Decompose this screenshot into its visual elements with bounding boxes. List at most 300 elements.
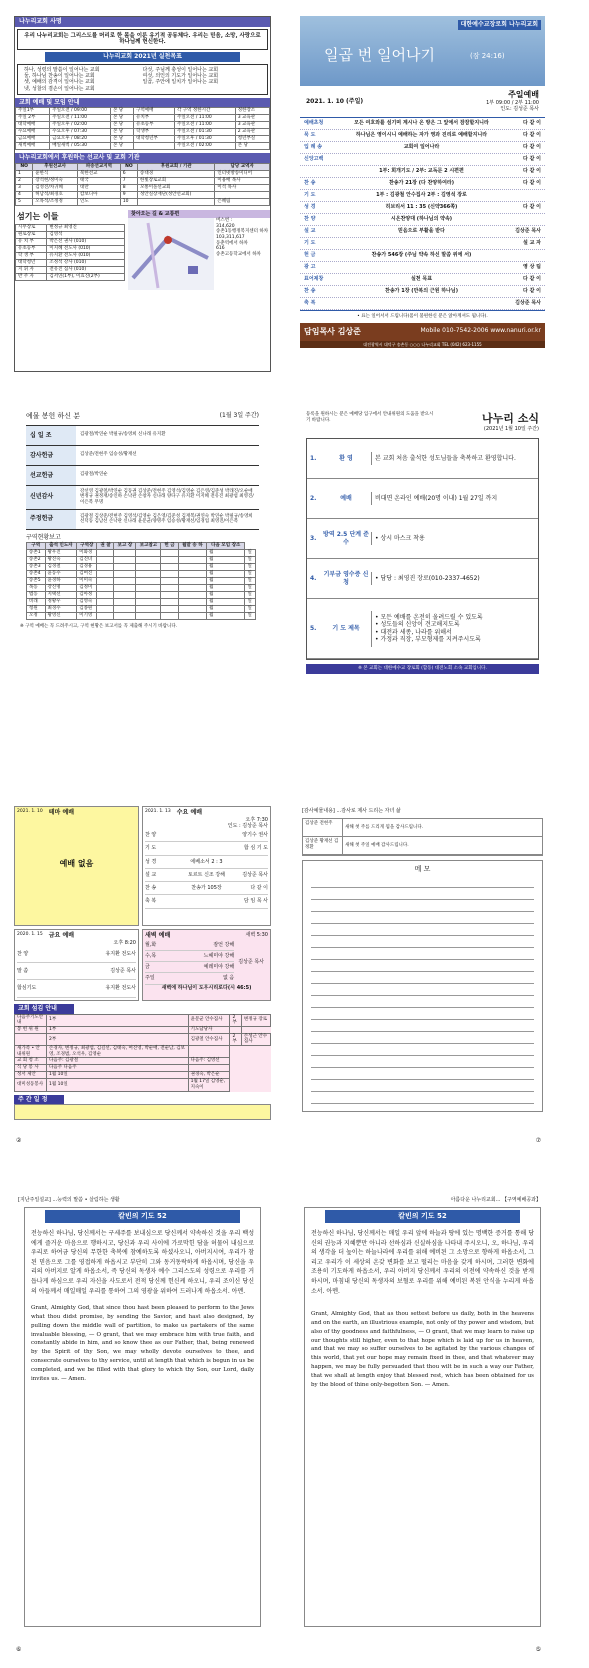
- table-header-cell: 출석 인도자: [45, 543, 77, 550]
- memo-line: [311, 960, 534, 972]
- table-row: [15, 1026, 271, 1033]
- news-text: • 담당 : 최영진 장로(010-2337-4652): [371, 572, 538, 586]
- page-offerings: [14, 410, 271, 755]
- wed-time: 오후 7:30: [245, 816, 268, 823]
- district-foot: ※ 구역 예배는 꼭 드려주시고, 구역 현황은 보고서를 꼭 제출해 주시기 바랍니다.: [20, 624, 178, 630]
- table-cell: [97, 585, 114, 592]
- table-row: [15, 1065, 271, 1072]
- table-header-row: [27, 543, 256, 550]
- news-title-box: [482, 412, 539, 432]
- table-row: [16, 224, 125, 231]
- table-cell: 은혜림: [215, 198, 270, 205]
- district-table: [26, 542, 256, 620]
- table-row: [16, 273, 125, 280]
- schedule-cell: 없 음: [223, 975, 235, 982]
- order-content: [342, 240, 501, 246]
- table-cell: 이지혜 전도사 (010): [47, 245, 125, 252]
- table-cell: 본 당: [110, 115, 133, 122]
- schedule-cell: [57, 985, 97, 991]
- page-num-5: ⑤: [535, 1645, 541, 1653]
- order-leader: 다 같 이: [523, 204, 541, 211]
- schedule-cell: 축 복: [145, 898, 157, 905]
- news-item: [307, 599, 538, 659]
- schedule-cell: 김상준 목사: [242, 871, 268, 878]
- order-leader: 설 교 자: [523, 240, 541, 247]
- offer-row: [26, 466, 259, 486]
- goal-item: 셋, 예배의 감격이 일어나는 교회: [24, 79, 95, 86]
- dawn-rows: [145, 940, 234, 985]
- table-cell: 이기영: [77, 613, 97, 620]
- order-content: 찬송가 1장 (만복의 근원 하나님): [385, 288, 458, 295]
- offer-names: 김광철 김상준/전현주 김영석/김영순 김은영/김준성 김재복/권연숙 박연순 박필규/송영희 선덕동 김남선 손낙관 신나래 윤문균/양명주 임승성/황재선/임경업 최영진/이은복: [80, 513, 253, 525]
- schedule-row: [145, 882, 268, 895]
- goal-item: 다섯, 주님께 충성이 일어나는 교회: [142, 66, 219, 73]
- cover-banner: [300, 16, 545, 86]
- wed-date: 2021. 1. 13: [145, 809, 171, 814]
- order-content: 실천 목표: [410, 276, 433, 283]
- table-row: [27, 564, 256, 571]
- table-row: [16, 136, 270, 143]
- table-cell: 송촌1: [27, 550, 46, 557]
- news-text: 비대면 온라인 예배(20명 이내) 1월 27일 까지: [371, 492, 538, 506]
- news-foot: ※ 본 교회는 대한예수교 장로회 (합동) 대전노회 소속 교회입니다.: [306, 664, 539, 674]
- service-title: 주일예배: [508, 90, 539, 99]
- table-row: [16, 122, 270, 129]
- table-row: [15, 1033, 271, 1045]
- table-cell: 지택선: [45, 592, 77, 599]
- table-cell: 9: [120, 191, 137, 198]
- thanks-names: 김상준 전현주: [303, 819, 343, 836]
- table-cell: 월: [207, 592, 245, 599]
- table-row: [16, 143, 270, 150]
- table-cell: 강신명: [45, 585, 77, 592]
- table-cell: 손성근 안수집사: [241, 1033, 270, 1045]
- page-num-7: ⑦: [535, 1136, 541, 1144]
- pastor-bar: [300, 323, 545, 341]
- table-cell: 3 교육관: [235, 122, 269, 129]
- table-cell: 윤한식: [33, 170, 78, 177]
- prayer-frame: [24, 1207, 261, 1627]
- table-header-cell: NO: [16, 163, 33, 170]
- table-cell: 송촌3: [27, 564, 46, 571]
- order-item: 축 복: [304, 300, 316, 307]
- memo-lines: [311, 876, 534, 1104]
- memo-title: 메 모: [414, 865, 431, 874]
- table-cell: 비래: [27, 599, 46, 606]
- table-cell: 주일오전 / 11:00: [175, 122, 236, 129]
- table-cell: [136, 613, 161, 620]
- table-row: [27, 557, 256, 564]
- prayer-english: Grant, Almighty God, that since thou hast been pleased to perform to the Jews what thou didst promise, by sending the Savior, and hast also designed, by pulling down the middle wall of partition, to make us partakers of the same invaluable blessing, — O grant, that we may embrace him with true faith, and constantly abide in him, and so know thee as our Father, that, being renewed by the Spirit of thy Son, we may wholly devote ourselves to thee, and consecrate ourselves to thy service, until at length that which is begun in us be completed, and we be filled with that glory to which thy Son, our Lord, daily invites us. — Amen.: [31, 1305, 254, 1382]
- schedule-row: [145, 842, 268, 855]
- table-header-row: [16, 163, 270, 170]
- table-cell: 주일1부: [16, 108, 50, 115]
- table-cell: [161, 571, 178, 578]
- memo-line: [311, 972, 534, 984]
- table-cell: 8: [120, 184, 137, 191]
- table-cell: 변정규 최영진: [47, 224, 125, 231]
- order-item: 찬 송: [304, 180, 316, 187]
- table-cell: [178, 585, 207, 592]
- order-row: [300, 238, 545, 250]
- banner-title: 일곱 번 일어나기: [324, 46, 435, 64]
- order-content: [342, 300, 501, 306]
- table-cell: [136, 571, 161, 578]
- table-header-cell: 보고 장: [114, 543, 136, 550]
- table-cell: 유치부: [134, 115, 175, 122]
- offer-category: 십 일 조: [26, 426, 76, 445]
- memo-box: [302, 860, 543, 1112]
- table-cell: 다음주기도안내: [15, 1014, 47, 1026]
- order-item: 표어제창: [304, 276, 324, 283]
- news-list: [306, 438, 539, 660]
- news-label: 기부금 영수증 신청: [323, 571, 369, 586]
- table-cell: 일: [245, 550, 256, 557]
- table-cell: 월: [207, 564, 245, 571]
- memo-line: [311, 996, 534, 1008]
- schedule-row: [145, 951, 234, 962]
- staff-section: [15, 210, 125, 290]
- offer-names: 김광철/박연순 박필규/송영희 신나래 유지환: [80, 432, 166, 438]
- memo-line: [311, 876, 534, 888]
- table-cell: 캄보디아: [78, 191, 121, 198]
- order-leader: 다 같 이: [523, 119, 541, 126]
- offer-category: 감사헌금: [26, 446, 76, 465]
- thanks-text: 새해 첫 주일 예배 감사드립니다.: [345, 842, 409, 848]
- page-num-2: ②: [16, 1136, 22, 1144]
- table-cell: 북한선교: [78, 170, 121, 177]
- table-cell: 조정석 강사 (010): [47, 259, 125, 266]
- prayer-tag: [지난주일설교] ...능력의 말씀 • 살림하는 생활: [18, 1197, 120, 1203]
- bus-line: 버스번 :: [216, 218, 232, 223]
- table-cell: 김여진: [77, 571, 97, 578]
- order-item: 헌 금: [304, 252, 316, 259]
- table-cell: [136, 606, 161, 613]
- table-cell: 원로장로: [16, 231, 47, 238]
- sched-title: 교회 예배 및 모임 안내: [15, 98, 270, 108]
- dawn-title: 새벽 예배: [145, 932, 171, 939]
- table-cell: [178, 557, 207, 564]
- table-header-cell: NO: [120, 163, 137, 170]
- table-cell: 식 당 봉 사: [15, 1065, 47, 1072]
- table-header-cell: 다음 모임 장소: [207, 543, 245, 550]
- table-row: [16, 266, 125, 273]
- news-item: [307, 559, 538, 599]
- offer-category: 선교헌금: [26, 466, 76, 485]
- page-mission: [14, 16, 271, 372]
- memo-line: [311, 1068, 534, 1080]
- mission-table: [15, 163, 270, 206]
- thanks-row: [303, 819, 542, 837]
- news-text: 본 교회 처음 출석한 성도님들을 축복하고 환영합니다.: [371, 452, 538, 466]
- table-cell: 2부: [230, 1033, 241, 1045]
- table-cell: [97, 592, 114, 599]
- bulletin-date: 2021. 1. 10 (주일): [306, 97, 364, 105]
- table-row: [16, 245, 125, 252]
- table-cell: 유지환 전도사 (010): [47, 252, 125, 259]
- prayer-frame: [304, 1207, 541, 1627]
- table-cell: 1월 17일 김영순, 지숙이: [188, 1079, 230, 1091]
- table-cell: [136, 550, 161, 557]
- table-cell: [161, 578, 178, 585]
- order-content: [342, 156, 501, 162]
- table-cell: 2부: [47, 1033, 189, 1045]
- offer-row: [26, 510, 259, 530]
- table-cell: 월: [207, 578, 245, 585]
- news-num: 3.: [310, 534, 317, 542]
- sunday-box: [14, 806, 139, 926]
- table-cell: [178, 550, 207, 557]
- worship-top: [14, 806, 271, 926]
- table-cell: 송촌5: [27, 578, 46, 585]
- goal-item: 넷, 성찰의 겸손이 일어나는 교회: [24, 85, 95, 92]
- table-cell: 일: [245, 585, 256, 592]
- table-cell: 유 치 부: [16, 238, 47, 245]
- page-worship: [14, 806, 271, 1146]
- table-cell: [97, 564, 114, 571]
- fri-time: 오후 8:20: [113, 939, 136, 946]
- order-item: 신앙고백: [304, 155, 324, 162]
- table-cell: [97, 599, 114, 606]
- thanks-names: 김상준 황재선 김정환: [303, 837, 343, 854]
- table-cell: 김종원: [77, 606, 97, 613]
- schedule-row: [145, 829, 268, 842]
- cover-date-row: [300, 86, 545, 117]
- table-cell: 본 당: [110, 136, 133, 143]
- order-leader: 다 같 이: [523, 131, 541, 138]
- order-item: 찬 송: [304, 288, 316, 295]
- table-cell: 인도: [78, 198, 121, 205]
- thanks-text: 새해 첫 주를 드리게 됨을 감사드립니다.: [345, 824, 424, 830]
- page-prayer-right: [300, 1195, 545, 1655]
- order-leader: 김상준 목사: [515, 300, 541, 307]
- fri-date: 2020. 1. 15: [17, 932, 43, 937]
- table-cell: 일: [245, 599, 256, 606]
- table-cell: 일: [245, 571, 256, 578]
- news-num: 2.: [310, 494, 317, 502]
- schedule-cell: 찬 양: [17, 950, 29, 957]
- schedule-cell: 말 씀: [17, 968, 29, 974]
- service-times: 1부 09:00 / 2부 11:00: [486, 100, 539, 106]
- table-row: [16, 238, 125, 245]
- table-row: [27, 550, 256, 557]
- table-row: [15, 1058, 271, 1065]
- goal-item: 일곱, 주안에 일치가 일어나는 교회: [142, 79, 219, 86]
- duty-title: 교회 섬김 안내: [14, 1004, 74, 1014]
- order-item: 예배초청: [304, 119, 324, 126]
- dawn-box: [142, 929, 271, 1001]
- table-cell: 월: [207, 571, 245, 578]
- bus-line: 송촌고등학교에서 하차: [216, 251, 261, 257]
- table-cell: [136, 592, 161, 599]
- bus-line: 송촌1동행정복지센터 하차: [216, 229, 269, 235]
- order-content: 하나님은 영이시니 예배하는 자가 영과 진리로 예배할지니라: [355, 131, 488, 138]
- schedule-row: [145, 973, 234, 984]
- table-cell: 황영신: [45, 613, 77, 620]
- news-num: 1.: [310, 454, 317, 462]
- vision-title: 나누리교회 사명: [15, 17, 270, 27]
- table-cell: [178, 599, 207, 606]
- table-row: [16, 115, 270, 122]
- prayer-title: 칼빈의 기도 52: [45, 1210, 240, 1223]
- dawn-leader: 김상준 목사: [238, 958, 264, 965]
- church-map: [128, 218, 214, 290]
- table-cell: 송촌2: [27, 557, 46, 564]
- table-cell: 주일오후 / 01:30: [175, 136, 236, 143]
- table-cell: 본 당: [110, 143, 133, 150]
- table-cell: 매일새벽 / 05:30: [50, 143, 111, 150]
- table-cell: [178, 578, 207, 585]
- table-cell: 반 주 자: [16, 273, 47, 280]
- offer-category: 주정헌금: [26, 510, 76, 529]
- table-cell: [178, 592, 207, 599]
- table-cell: [114, 550, 136, 557]
- table-cell: 모퉁이돌선교회: [138, 184, 215, 191]
- table-cell: 김정미: [77, 585, 97, 592]
- table-cell: [178, 606, 207, 613]
- table-row: [27, 613, 256, 620]
- table-cell: [97, 613, 114, 620]
- table-cell: 송촌4: [27, 571, 46, 578]
- schedule-cell: 합 심 기 도: [243, 845, 268, 852]
- table-cell: 성서 제안: [15, 1072, 47, 1079]
- schedule-row: [17, 963, 136, 980]
- table-cell: 주일 2부: [16, 115, 50, 122]
- table-cell: [161, 599, 178, 606]
- table-cell: 3 교육관: [235, 115, 269, 122]
- table-cell: 다음주: 김영선: [188, 1058, 230, 1065]
- wed-title: 수요 예배: [176, 809, 203, 816]
- table-cell: 한빛장로교회: [138, 177, 215, 184]
- order-list: [300, 117, 545, 312]
- table-cell: [178, 571, 207, 578]
- week-box: [14, 1104, 271, 1120]
- bus-line: 616: [216, 246, 225, 252]
- table-header-cell: 담당 교역자: [215, 163, 270, 170]
- table-cell: [114, 613, 136, 620]
- table-cell: 인터넷방송미디어: [215, 170, 270, 177]
- table-cell: 각 구역 정한시간: [175, 108, 236, 115]
- goal-title: 나누리교회 2021년 실천목표: [45, 52, 240, 62]
- offer-row: [26, 486, 259, 510]
- table-row: [27, 599, 256, 606]
- prayer-english: Grant, Almighty God, that as thou settest before us daily, both in the heavens and on the earth, an illustrious example, not only of thy power and wisdom, but also of thy goodness and faithfulness, — O grant, that we may learn to raise up our thoughts still higher, even to that hope which is laid up for us in heaven, and that we may so suffer ourselves to be agitated by the various changes of this world, that yet our hope may remain fixed in thee, and that whatever may happen, we may be fully persuaded that thou wilt be in such a way our Father, that we shall at length enjoy that blessed rest, which has been obtained for us by the blood of thine only-begotten Son. — Amen.: [311, 1311, 534, 1388]
- order-row: [300, 154, 545, 166]
- table-row: [27, 578, 256, 585]
- goals-left: [24, 67, 143, 92]
- table-row: [16, 191, 270, 198]
- table-cell: 2부: [230, 1014, 241, 1026]
- thanks-title: [감사예물내용] ...감사로 제사 드리는 자녀 삶: [302, 808, 401, 814]
- order-leader: 다 같 이: [523, 288, 541, 295]
- banner-ref: (잠 24:16): [470, 52, 505, 60]
- table-cell: 7: [120, 177, 137, 184]
- sun-date: 2021. 1. 10: [17, 809, 43, 814]
- map-section: [125, 210, 270, 290]
- table-header-cell: 월말 송 하: [178, 543, 207, 550]
- table-cell: 정한장소: [235, 108, 269, 115]
- news-item: [307, 439, 538, 479]
- order-note: • 표는 일어서서 드립니다(몸이 불편한신 분은 앉아계셔도 됩니다).: [357, 314, 488, 319]
- table-cell: 주일오전 / 09:00: [50, 108, 111, 115]
- table-cell: 대학예배: [16, 122, 50, 129]
- table-row: [27, 592, 256, 599]
- schedule-cell: [186, 832, 227, 838]
- contact-info: Mobile 010-7542-2006 www.nanuri.or.kr: [420, 326, 541, 334]
- schedule-cell: 다 같 이: [250, 885, 268, 891]
- schedule-cell: [186, 898, 227, 904]
- order-item: 입 례 송: [304, 143, 322, 150]
- order-content: 1부: 희개기도 / 2부: 교독문 2 시편편: [379, 168, 464, 175]
- schedule-row: [145, 869, 268, 882]
- table-cell: 1월 10일: [47, 1072, 189, 1079]
- table-cell: [188, 1046, 230, 1058]
- offer-row: [26, 426, 259, 446]
- table-cell: 월: [207, 557, 245, 564]
- table-cell: 대학청년부: [134, 136, 175, 143]
- table-row: [27, 585, 256, 592]
- table-cell: 일: [245, 606, 256, 613]
- table-header-cell: 후원교회 / 기관: [138, 163, 215, 170]
- order-item: 기 도: [304, 240, 316, 247]
- table-cell: 최경수: [45, 606, 77, 613]
- order-leader: [501, 192, 541, 198]
- schedule-row: [145, 895, 268, 908]
- table-cell: 2 교육관: [235, 129, 269, 136]
- order-row: [300, 202, 545, 214]
- offer-date: (1월 3일 주간): [219, 412, 259, 419]
- bus-line: 동춘역에서 하차: [216, 240, 248, 246]
- news-label: 기 도 제목: [332, 624, 360, 632]
- table-cell: 장석현/정미숙: [33, 177, 78, 184]
- table-cell: 주일오전 / 11:00: [50, 115, 111, 122]
- table-cell: [97, 578, 114, 585]
- table-cell: [136, 557, 161, 564]
- order-content: 1부 : 김광철 안수집사 2부 : 김영석 장로: [376, 192, 467, 199]
- table-cell: [161, 606, 178, 613]
- staff-table: [15, 224, 125, 281]
- table-cell: 김광철 안수집사: [188, 1033, 230, 1045]
- page-memo: [300, 806, 545, 1146]
- district-title: 구역현황보고: [26, 533, 61, 541]
- table-cell: [114, 592, 136, 599]
- bus-line: 103,311,617: [216, 234, 245, 240]
- table-cell: 허남석/최경호: [33, 191, 78, 198]
- pastor-name: 담임목사 김상준: [304, 326, 361, 336]
- table-row: [27, 606, 256, 613]
- schedule-cell: 합심기도: [17, 985, 37, 992]
- page-prayer-left: [14, 1195, 271, 1655]
- table-cell: 지 휘 자: [16, 266, 47, 273]
- dawn-time: 새벽 5:30: [245, 932, 268, 938]
- news-label: 환 영: [339, 454, 353, 462]
- schedule-cell: 설 교: [145, 871, 157, 878]
- table-cell: [138, 198, 215, 205]
- table-cell: [161, 557, 178, 564]
- schedule-cell: [186, 845, 227, 851]
- order-item: 성 경: [304, 204, 316, 211]
- table-cell: [161, 564, 178, 571]
- schedule-row: [145, 940, 234, 951]
- table-cell: 수요예배: [16, 129, 50, 136]
- schedule-cell: 월,화: [145, 941, 157, 948]
- page-num-6: ⑥: [16, 1645, 22, 1653]
- table-cell: 봉 헌 위 원: [15, 1026, 47, 1033]
- table-header-cell: 파송선교지역: [78, 163, 121, 170]
- news-title: 나누리 소식: [482, 412, 539, 425]
- table-cell: 성안실장재단(성안선교회): [138, 191, 215, 198]
- schedule-cell: 담 임 목 사: [243, 898, 268, 905]
